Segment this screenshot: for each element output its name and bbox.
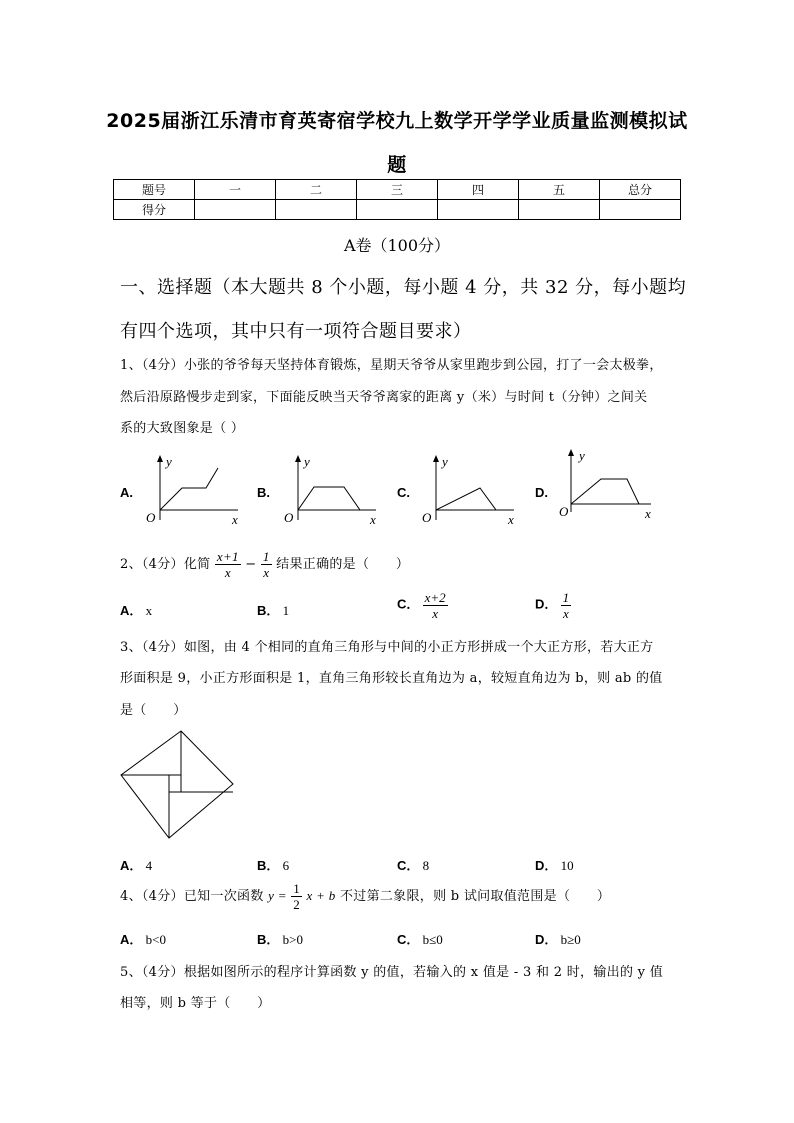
- option-value: 8: [422, 858, 430, 873]
- q2-option-a: [120, 600, 152, 619]
- score-table-cell: 题号: [114, 180, 195, 200]
- equation-tail: x + b: [306, 888, 336, 903]
- fraction-denominator: x: [563, 606, 569, 621]
- graph-option-a: [140, 452, 250, 532]
- y-axis-label: y: [304, 454, 310, 469]
- score-table-empty-cell: [195, 200, 276, 220]
- fraction-numerator: 1: [293, 881, 301, 896]
- score-table: [113, 179, 681, 220]
- score-table-score-row: [114, 200, 681, 220]
- q3-option-a: [120, 855, 152, 874]
- option-value: 4: [145, 858, 153, 873]
- score-table-empty-cell: [357, 200, 438, 220]
- question-4-text: [120, 881, 610, 912]
- score-table-cell: 一: [195, 180, 276, 200]
- option-label: B．: [257, 603, 280, 618]
- option-value: b<0: [145, 932, 166, 947]
- score-table-cell: 四: [438, 180, 519, 200]
- origin-label: O: [146, 510, 156, 525]
- fraction: [291, 881, 302, 912]
- section-heading-continued: 有四个选项，其中只有一项符合题目要求）: [120, 321, 472, 342]
- option-label: C．: [397, 596, 420, 612]
- page-title: 2025届浙江乐清市育英寄宿学校九上数学开学学业质量监测模拟试: [106, 110, 688, 132]
- score-table-cell: 三: [357, 180, 438, 200]
- q4-option-d: [535, 929, 581, 948]
- volume-label: A卷（100分）: [343, 236, 451, 255]
- option-value: b≤0: [422, 932, 443, 947]
- origin-label: O: [559, 504, 569, 519]
- origin-label: O: [422, 510, 432, 525]
- option-d-label: D.: [535, 485, 548, 500]
- fraction-numerator: 1: [262, 549, 270, 564]
- option-label: B．: [257, 858, 280, 873]
- q4-option-c: [397, 929, 443, 948]
- option-value: b≥0: [560, 932, 581, 947]
- option-label: D．: [535, 932, 558, 947]
- option-c-label: C.: [397, 485, 410, 500]
- fraction-numerator: x+2: [424, 590, 446, 605]
- option-value: 10: [560, 858, 574, 873]
- x-axis-label: x: [232, 512, 238, 527]
- x-axis-label: x: [508, 512, 514, 527]
- question-1-text: 然后沿原路慢步走到家，下面能反映当天爷爷离家的距离 y（米）与时间 t（分钟）之间关: [120, 390, 648, 405]
- question-1-text: 系的大致图象是（ ）: [120, 421, 245, 436]
- score-table-cell: 五: [519, 180, 600, 200]
- q3-option-c: [397, 855, 429, 874]
- score-table-header-row: [114, 180, 681, 200]
- q2-option-b: [257, 600, 289, 619]
- graph-option-c: [416, 452, 526, 532]
- graph-option-b: [278, 452, 388, 532]
- option-label: A．: [120, 932, 143, 947]
- q2-option-d: [535, 590, 571, 621]
- option-label: B．: [257, 932, 280, 947]
- y-axis-label: y: [442, 454, 448, 469]
- q3-option-d: [535, 855, 574, 874]
- option-label: C．: [397, 858, 420, 873]
- score-table-empty-cell: [600, 200, 681, 220]
- y-axis-label: y: [166, 454, 172, 469]
- q4-option-a: [120, 929, 166, 948]
- q4-option-b: [257, 929, 303, 948]
- equation-lhs: y =: [268, 888, 287, 903]
- fraction-denominator: 2: [293, 897, 301, 912]
- option-value: 6: [282, 858, 290, 873]
- question-5-text: 相等，则 b 等于（ ）: [120, 996, 271, 1011]
- section-heading: 一、选择题（本大题共 8 个小题，每小题 4 分，共 32 分，每小题均: [120, 277, 687, 298]
- score-table-cell: 总分: [600, 180, 681, 200]
- score-table-cell: 二: [276, 180, 357, 200]
- fraction: [561, 590, 572, 621]
- option-label: C．: [397, 932, 420, 947]
- score-table-empty-cell: [519, 200, 600, 220]
- page-title-continued: 题: [387, 154, 407, 176]
- y-axis-label: y: [579, 448, 585, 463]
- question-3-text: 形面积是 9，小正方形面积是 1，直角三角形较长直角边为 a，较短直角边为 b，则 ab 的值: [120, 671, 663, 686]
- fraction: [261, 549, 272, 580]
- score-table-empty-cell: [438, 200, 519, 220]
- x-axis-label: x: [645, 506, 651, 521]
- fraction-denominator: x: [432, 606, 439, 621]
- question-1-text: 1、（4分）小张的爷爷每天坚持体育锻炼，星期天爷爷从家里跑步到公园，打了一会太极拳，: [120, 358, 663, 373]
- option-value: 1: [282, 603, 290, 618]
- q3-option-b: [257, 855, 289, 874]
- option-label: D．: [535, 858, 558, 873]
- question-3-text: 3、（4分）如图，由 4 个相同的直角三角形与中间的小正方形拼成一个大正方形，若大正方: [120, 640, 654, 655]
- question-4-prefix: 4、（4分）已知一次函数: [120, 889, 264, 904]
- option-value: x: [145, 603, 153, 618]
- question-5-text: 5、（4分）根据如图所示的程序计算函数 y 的值，若输入的 x 值是 - 3 和 2 时，输出的 y 值: [120, 965, 664, 980]
- pinwheel-square-figure: [118, 728, 238, 843]
- score-table-empty-cell: [276, 200, 357, 220]
- question-3-text: 是（ ）: [120, 703, 187, 718]
- option-label: D．: [535, 596, 558, 612]
- option-a-label: A.: [120, 485, 133, 500]
- score-table-cell: 得分: [114, 200, 195, 220]
- graph-option-d: [555, 446, 665, 526]
- q2-option-c: [397, 590, 448, 621]
- question-2-prefix: 2、（4分）化简: [120, 557, 211, 572]
- minus-sign: −: [245, 557, 257, 572]
- question-4-suffix: 不过第二象限，则 b 试问取值范围是（ ）: [339, 889, 611, 904]
- origin-label: O: [284, 510, 294, 525]
- fraction-denominator: x: [263, 565, 270, 580]
- option-label: A．: [120, 603, 143, 618]
- question-2-suffix: 结果正确的是（ ）: [276, 557, 410, 572]
- option-label: A．: [120, 858, 143, 873]
- option-b-label: B.: [257, 485, 270, 500]
- fraction: [215, 549, 241, 580]
- option-value: b>0: [282, 932, 303, 947]
- fraction-numerator: 1: [562, 590, 570, 605]
- x-axis-label: x: [370, 512, 376, 527]
- question-2-text: [120, 549, 409, 580]
- fraction-numerator: x+1: [216, 549, 239, 564]
- fraction: [423, 590, 448, 621]
- fraction-denominator: x: [224, 565, 231, 580]
